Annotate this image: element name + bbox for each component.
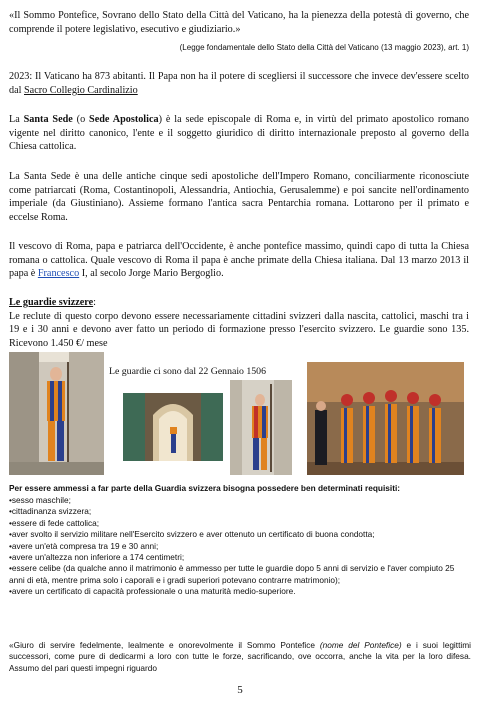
guards-text: Le reclute di questo corpo devono essere necessariamente cittadini svizzeri dalla nascita, cattolici, maschi tra i 19 e i 30 anni e devono aver fatto un periodo di formazione presso l'esercito svizzero. Le guardie sono 135. Ricevono 1.450 €/ mese <box>9 310 469 349</box>
guards-heading-colon: : <box>93 297 96 308</box>
guards-caption: Le guardie ci sono dal 22 Gennaio 1506 <box>109 366 266 377</box>
oath-text-post: e i suoi legittimi successori, come pure di dedicarmi a loro con tutte le forze, sacrificando, ove occorra, anche la vita per la loro difesa. Assumo del pari questi impegni riguardo <box>9 640 471 673</box>
santa-sede-term: Santa Sede <box>23 114 73 125</box>
guards-parade-photo <box>307 362 464 475</box>
requirement-item: •essere di fede cattolica; <box>9 517 100 528</box>
guard-halberd-illustration <box>230 380 292 475</box>
quote-source: (Legge fondamentale dello Stato della Città del Vaticano (13 maggio 2023), art. 1) <box>179 43 469 52</box>
oath-pontiff-name: (nome del Pontefice) <box>319 640 402 650</box>
guards-parade-illustration <box>307 362 464 475</box>
requirement-item: •avere un'età compresa tra 19 e 30 anni; <box>9 540 159 551</box>
santa-sede-paragraph <box>9 113 469 154</box>
vatican-law-quote: «Il Sommo Pontefice, Sovrano dello Stato della Città del Vaticano, ha la pienezza della potestà di governo, che comprende il potere legislativo, esecutivo e giudiziario.» <box>9 10 469 35</box>
pentarchia-paragraph: La Santa Sede è una delle antiche cinque sedi apostoliche dell'Impero Romano, conciliarmente riconosciute come patriarcati (Roma, Costantinopoli, Alessandria, Antiochia, Gerusalemme) e poi sancite nell'ordinamento imperiale (da Giustiniano). Assieme formano l'antica sacra Pentarchia romana. Lottarono per il primato e eccelse Roma. <box>9 171 469 223</box>
guard-sentry-photo <box>9 352 104 475</box>
francesco-link[interactable]: Francesco <box>37 268 80 279</box>
sede-apostolica-term: Sede Apostolica <box>89 114 159 125</box>
requirement-item: •sesso maschile; <box>9 495 71 505</box>
requirements-title: Per essere ammessi a far parte della Guardia svizzera bisogna possedere ben determinati requisiti: <box>9 483 401 493</box>
population-text: 2023: Il Vaticano ha 873 abitanti. Il Papa non ha il potere di scegliersi il successore che invece dev'essere scelto dal <box>9 71 469 96</box>
guard-halberd-photo <box>230 380 292 475</box>
vatican-gate-photo <box>123 393 223 461</box>
guards-heading: Le guardie svizzere <box>9 297 94 308</box>
guards-paragraph <box>9 296 469 350</box>
pope-text-pre: Il vescovo di Roma, papa e patriarca dell'Occidente, è anche pontefice massimo, quindi capo di tutta la Chiesa romana o cattolica. Quale vescovo di Roma il papa è anche primate della Chiesa italiana. Dal 13 marzo 2013 il papa è <box>9 241 469 279</box>
oath-text-pre: «Giuro di servire fedelmente, lealmente e onorevolmente il Sommo Pontefice <box>9 640 320 650</box>
requirement-item: •avere un'altezza non inferiore a 174 centimetri; <box>9 552 185 563</box>
requirements-list <box>9 495 471 598</box>
sacro-collegio-link[interactable]: Sacro Collegio Cardinalizio <box>24 84 138 96</box>
requirement-item: •essere celibe (da qualche anno il matrimonio è ammesso per tutte le guardie dopo 5 anni di servizio e l'aver compiuto 25 anni di età, mentre prima solo i caporali e i gradi superiori potevano contrarre matrimonio); <box>9 563 455 585</box>
requirement-item: •avere un certificato di capacità professionale o una maturità medio-superiore. <box>9 586 296 597</box>
guard-sentry-illustration <box>9 352 104 475</box>
pope-text-post: I, al secolo Jorge Mario Bergoglio. <box>79 268 224 279</box>
requirement-item: •aver svolto il servizio militare nell'Esercito svizzero e aver ottenuto un certificato di buona condotta; <box>9 529 375 540</box>
requirement-item: •cittadinanza svizzera; <box>9 506 92 517</box>
page-number: 5 <box>237 684 243 696</box>
oath-paragraph <box>9 640 471 674</box>
pope-paragraph <box>9 240 469 281</box>
santa-sede-pre: La <box>9 114 24 125</box>
santa-sede-post: ) è la sede episcopale di Roma e, in virtù del primato apostolico romano vigente nel diritto canonico, l'ente e il soggetto giuridico di diritto internazionale preposto al governo della Chiesa cattolica. <box>9 114 469 152</box>
santa-sede-mid: (o <box>72 114 90 125</box>
population-paragraph <box>9 70 469 97</box>
vatican-gate-illustration <box>123 393 223 461</box>
